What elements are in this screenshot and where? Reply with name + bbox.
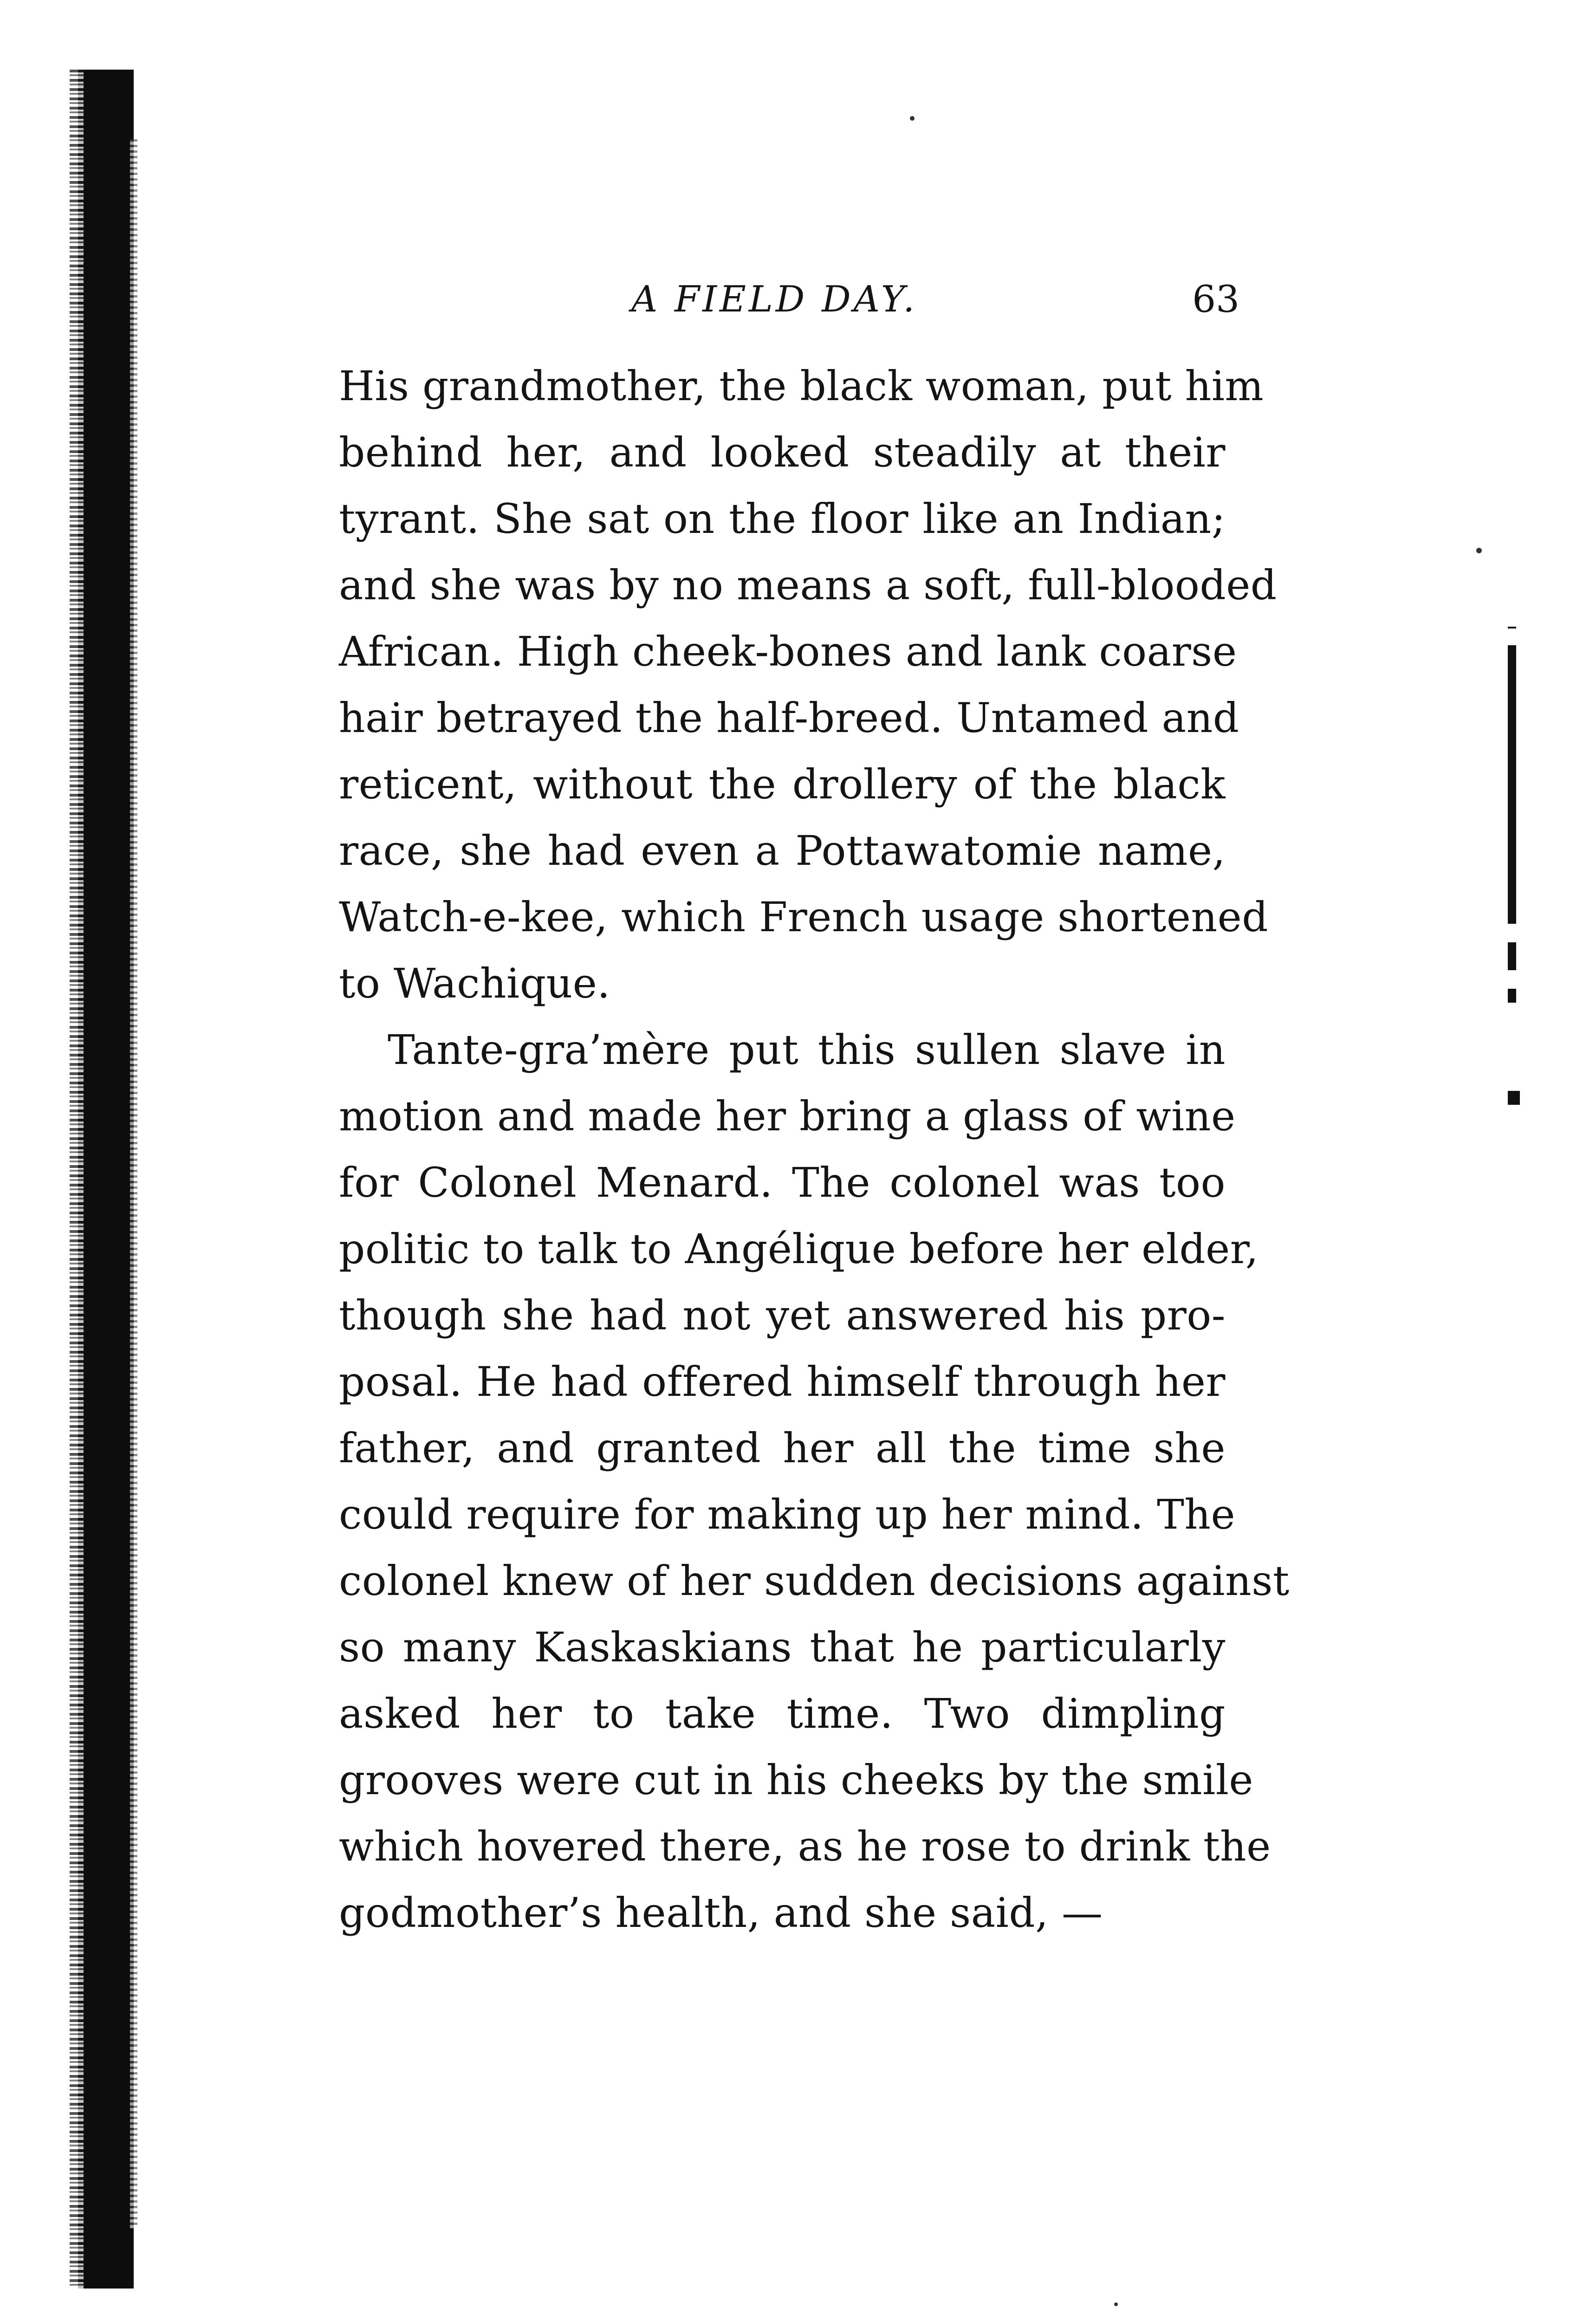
text-line: grooves were cut in his cheeks by the smile <box>339 1756 1254 1804</box>
text-line: reticent, without the drollery of the black <box>339 760 1226 808</box>
scan-edge-noise <box>130 139 137 2228</box>
text-line: posal. He had offered himself through her <box>339 1358 1226 1406</box>
body-text <box>339 353 1290 1946</box>
scan-speck <box>1476 548 1482 553</box>
running-head: A FIELD DAY. <box>631 279 918 320</box>
text-line: for Colonel Menard. The colonel was too <box>339 1159 1226 1206</box>
text-line: motion and made her bring a glass of wine <box>339 1092 1236 1140</box>
text-line: and she was by no means a soft, full-blooded <box>339 561 1277 609</box>
text-line: which hovered there, as he rose to drink the <box>339 1822 1271 1870</box>
paragraph-2 <box>339 1017 1290 1946</box>
text-line: father, and granted her all the time she <box>339 1424 1226 1472</box>
scan-edge-shadow <box>78 70 134 2289</box>
scan-margin-marks <box>1504 627 1523 1230</box>
scan-speck <box>910 116 915 121</box>
text-line: asked her to take time. Two dimpling <box>339 1690 1226 1738</box>
page-number: 63 <box>1192 278 1239 321</box>
text-line: could require for making up her mind. The <box>339 1491 1236 1538</box>
text-line: godmother’s health, and she said, — <box>339 1889 1103 1937</box>
text-line: to Wachique. <box>339 960 610 1007</box>
text-line: His grandmother, the black woman, put him <box>339 362 1264 410</box>
scan-mark <box>1508 645 1516 924</box>
scan-mark <box>1508 1091 1520 1105</box>
text-line: behind her, and looked steadily at their <box>339 428 1226 476</box>
scan-speck <box>1114 2302 1118 2306</box>
scan-edge-fringe <box>70 70 84 2289</box>
paragraph-1 <box>339 353 1277 1017</box>
scan-mark <box>1508 989 1516 1003</box>
text-line: politic to talk to Angélique before her elder, <box>339 1225 1259 1273</box>
text-line: colonel knew of her sudden decisions against <box>339 1557 1290 1605</box>
text-line: race, she had even a Pottawatomie name, <box>339 827 1226 875</box>
text-line: though she had not yet answered his pro- <box>339 1291 1226 1339</box>
text-line: Watch-e-kee, which French usage shortened <box>339 893 1269 941</box>
scan-mark <box>1508 627 1516 629</box>
text-line: Tante-gra’mère put this sullen slave in <box>388 1026 1226 1074</box>
text-line: so many Kaskaskians that he particularly <box>339 1623 1226 1671</box>
text-line: hair betrayed the half-breed. Untamed and <box>339 694 1239 742</box>
page-header <box>334 274 1239 325</box>
scan-mark <box>1508 942 1516 970</box>
text-line: tyrant. She sat on the floor like an Indian; <box>339 495 1226 543</box>
text-line: African. High cheek-bones and lank coarse <box>339 628 1237 675</box>
